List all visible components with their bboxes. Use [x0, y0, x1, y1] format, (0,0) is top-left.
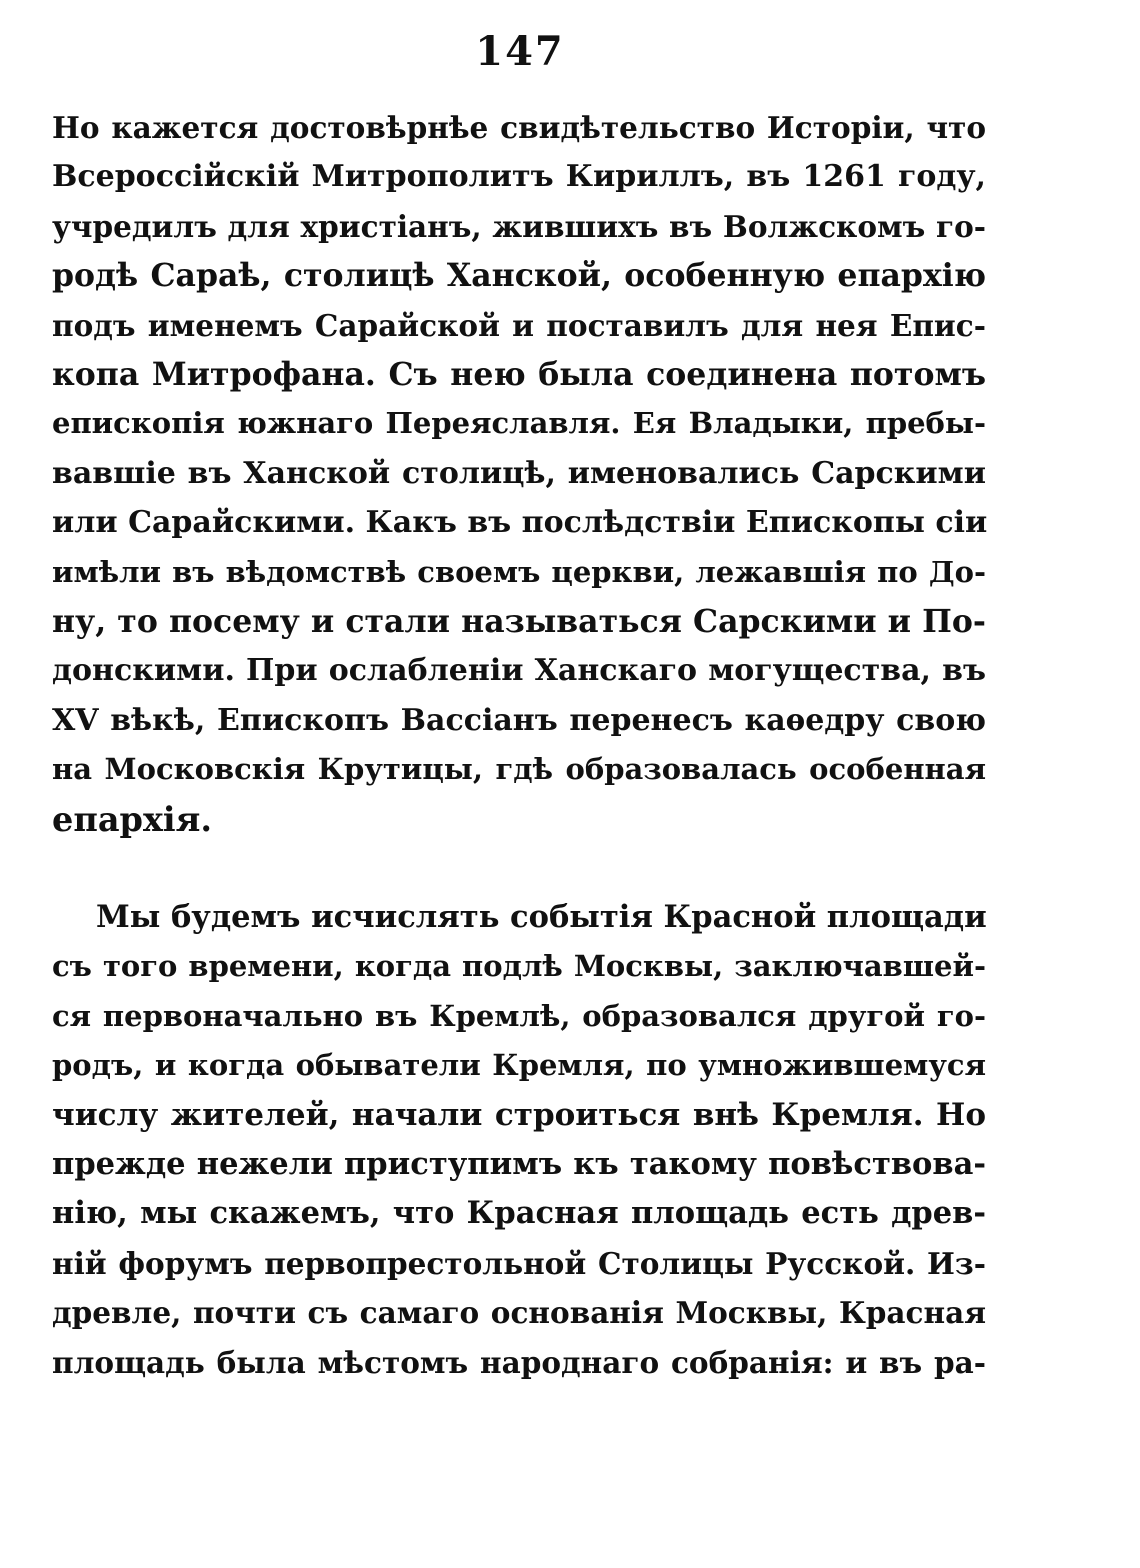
text-line: XV вѣкѣ, Епископъ Вассіанъ перенесъ каѳедру свою [52, 702, 986, 738]
text-line: донскими. При ослабленіи Ханскаго могущества, въ [52, 653, 986, 689]
text-line: на Московскія Крутицы, гдѣ образовалась особенная [52, 752, 986, 787]
text-line: съ того времени, когда подлѣ Москвы, заключавшей- [52, 949, 986, 984]
text-line: древле, почти съ самаго основанія Москвы, Красная [52, 1295, 986, 1331]
text-line: нію, мы скажемъ, что Красная площадь есть древ- [52, 1195, 986, 1232]
text-line: или Сарайскими. Какъ въ послѣдствіи Епископы сіи [52, 505, 988, 541]
text-line: прежде нежели приступимъ къ такому повѣствова- [52, 1146, 986, 1183]
text-line: копа Митрофана. Съ нею была соединена потомъ [52, 356, 986, 394]
text-line: ся первоначально въ Кремлѣ, образовался другой го- [52, 998, 986, 1033]
page-number: 147 [475, 28, 565, 75]
text-line: Мы будемъ исчислять событія Красной площади [96, 899, 987, 935]
text-line: числу жителей, начали строиться внѣ Кремля. Но [52, 1096, 986, 1133]
paragraph-1 [52, 103, 986, 844]
paragraph-2 [52, 893, 986, 1387]
text-line: ній форумъ первопрестольной Столицы Русской. Из- [52, 1245, 986, 1281]
text-line: родѣ Сараѣ, столицѣ Ханской, особенную епархію [52, 257, 986, 295]
text-line: площадь была мѣстомъ народнаго собранія: и въ ра- [52, 1344, 986, 1380]
text-line: подъ именемъ Сарайской и поставилъ для нея Епис- [52, 307, 986, 343]
text-line: епископія южнаго Переяславля. Ея Владыки, пребы- [52, 406, 986, 441]
text-line: ну, то посему и стали называться Сарскими и По- [52, 603, 986, 641]
text-line: учредилъ для христіанъ, жившихъ въ Волжскомъ го- [52, 208, 986, 244]
text-line: родъ, и когда обыватели Кремля, по умножившемуся [52, 1048, 986, 1083]
text-line: имѣли въ вѣдомствѣ своемъ церкви, лежавшія по До- [52, 554, 986, 589]
text-line: Но кажется достовѣрнѣе свидѣтельство Исторіи, что [52, 110, 986, 145]
text-line: епархія. [52, 799, 213, 839]
text-line: Всероссійскій Митрополитъ Кириллъ, въ 1261 году, [52, 159, 986, 195]
text-line: вавшіе въ Ханской столицѣ, именовались Сарскими [52, 455, 986, 491]
